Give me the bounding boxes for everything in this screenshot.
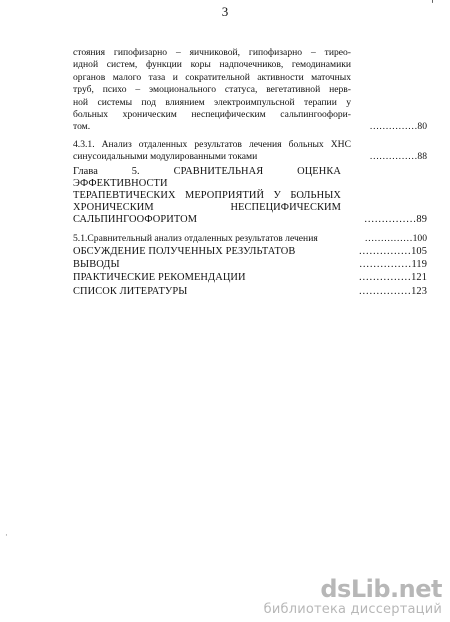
toc-page-ref: ……………119 (359, 259, 427, 271)
toc-line: том. (73, 121, 91, 133)
toc-line: труб, психо – эмоционального статуса, вегетативной нерв- (73, 84, 351, 96)
watermark (264, 576, 442, 617)
toc-entry-4-3-1 (73, 139, 427, 164)
toc-entry-recommendations (73, 272, 427, 284)
toc-page-ref: ……………88 (369, 151, 427, 163)
page-number: 3 (221, 4, 229, 19)
toc-entry-5-1 (73, 233, 427, 245)
toc-entry-continuation (73, 47, 427, 134)
toc-line: ТЕРАПЕВТИЧЕСКИХ МЕРОПРИЯТИЙ У БОЛЬНЫХ (73, 190, 341, 202)
toc-entry-text: ВЫВОДЫ (73, 259, 120, 271)
toc-entry-references (73, 286, 427, 298)
corner-mark: ' (431, 0, 435, 11)
toc-entry-text: ОБСУЖДЕНИЕ ПОЛУЧЕННЫХ РЕЗУЛЬТАТОВ (73, 246, 296, 258)
toc-line: идной систем, функции коры надпочечников, гемодинамики (73, 59, 351, 71)
margin-mark: · (5, 531, 8, 541)
watermark-subtitle: библиотека диссертаций (263, 602, 442, 617)
toc-page-ref: ……………80 (369, 121, 427, 133)
toc-line: САЛЬПИНГООФОРИТОМ (73, 214, 198, 226)
toc-line: ной системы под влиянием электроимпульсной терапии у (73, 96, 351, 108)
toc-line: стояния гипофизарно – яичниковой, гипофизарно – тирео- (73, 47, 351, 58)
toc-page-ref: ……………89 (363, 214, 427, 226)
toc-line: органов малого таза и сократительной активности маточных (73, 71, 351, 83)
toc-page-ref: ……………121 (358, 272, 427, 284)
toc-line: Глава 5. СРАВНИТЕЛЬНАЯ ОЦЕНКА ЭФФЕКТИВНОСТИ (73, 165, 341, 189)
toc-line: синусоидальными модулированными токами (73, 151, 258, 163)
toc-entry-chapter-5 (73, 166, 427, 227)
toc-entry-text: 5.1.Сравнительный анализ отдаленных результатов лечения (73, 232, 318, 244)
toc-page-ref: ……………105 (358, 246, 427, 258)
toc-entry-discussion (73, 246, 427, 258)
toc-line: ХРОНИЧЕСКИМ НЕСПЕЦИФИЧЕСКИМ (73, 202, 341, 214)
toc-entry-conclusions (73, 259, 427, 271)
watermark-title: dsLib.net (320, 575, 442, 603)
toc-line: 4.3.1. Анализ отдаленных результатов лечения больных ХНС (73, 138, 351, 150)
table-of-contents (73, 47, 427, 298)
toc-page-ref: ……………100 (364, 232, 427, 244)
toc-entry-text (73, 166, 341, 227)
toc-entry-text (73, 47, 351, 134)
toc-entry-text (73, 139, 351, 164)
toc-line: больных хроническим неспецифическим сальпингоофори- (73, 109, 351, 121)
toc-page-ref: ……………123 (358, 285, 427, 297)
toc-entry-text: ПРАКТИЧЕСКИЕ РЕКОМЕНДАЦИИ (73, 272, 246, 284)
toc-entry-text: СПИСОК ЛИТЕРАТУРЫ (73, 285, 188, 297)
